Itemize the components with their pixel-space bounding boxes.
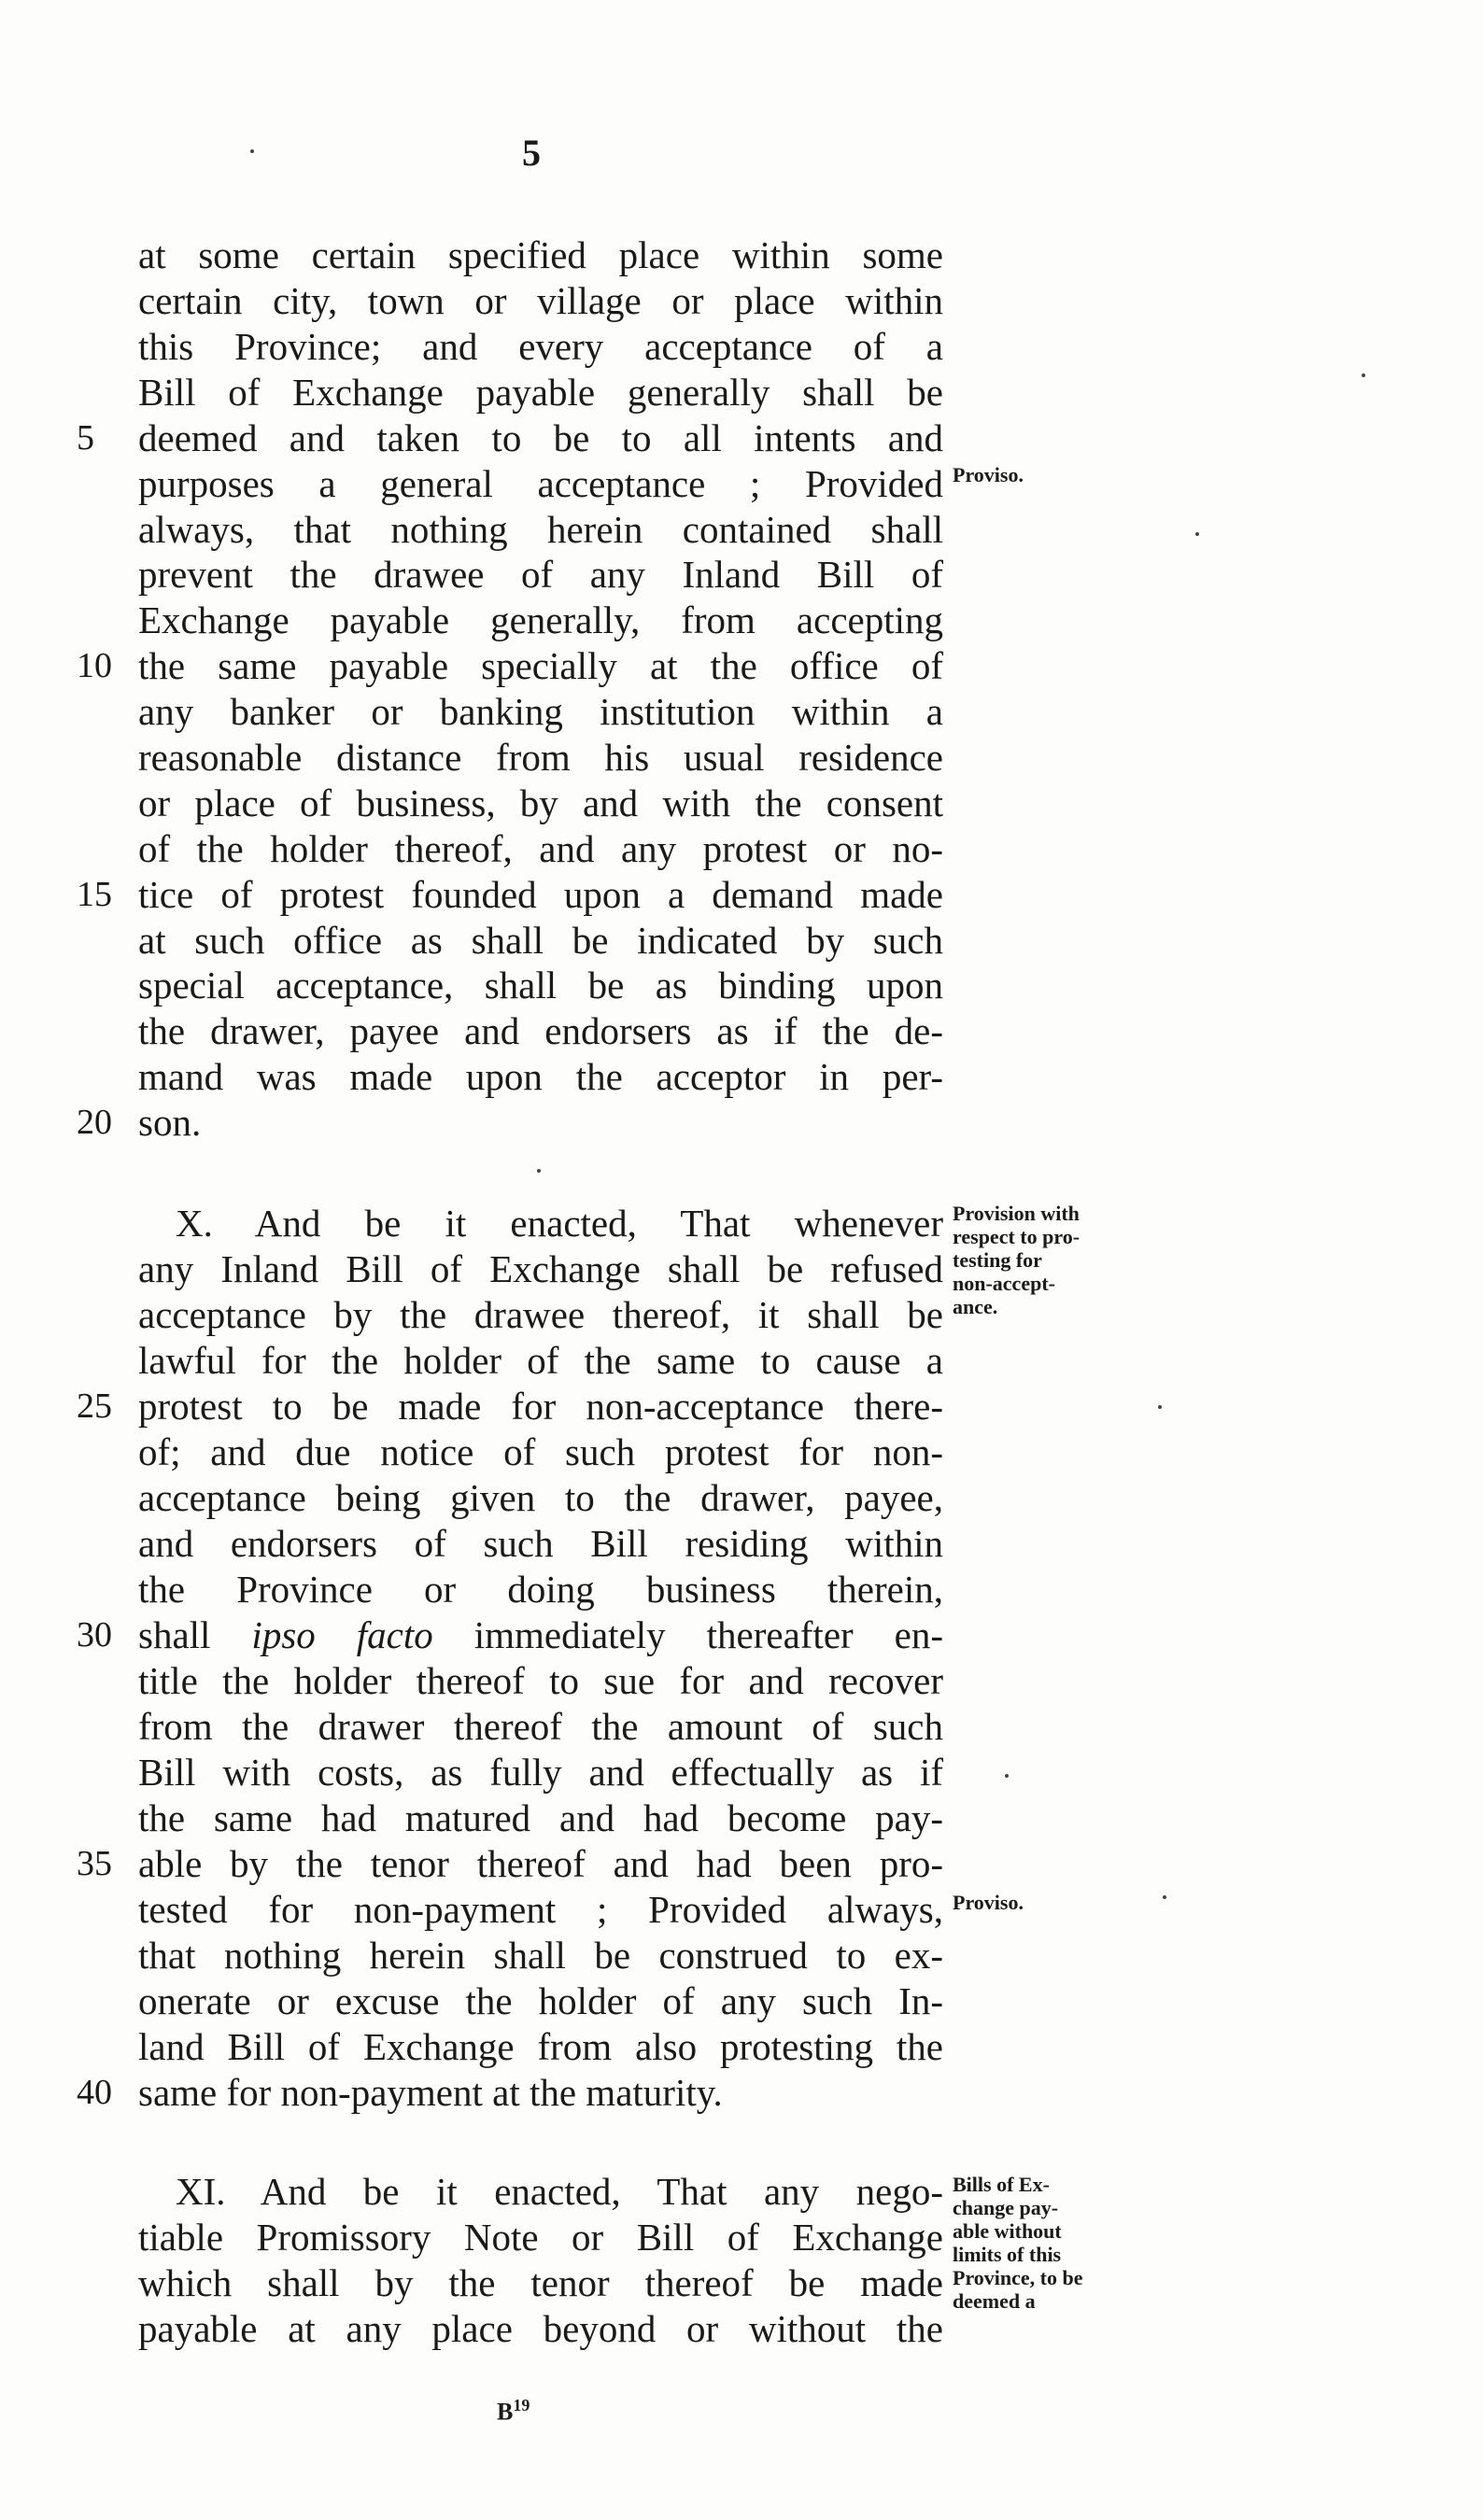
text-line: acceptance by the drawee thereof, it shall be — [138, 1293, 943, 1336]
text-line: acceptance being given to the drawer, payee, — [138, 1476, 943, 1519]
print-speck — [537, 1169, 541, 1173]
text-line: onerate or excuse the holder of any such In- — [138, 1979, 943, 2022]
text-line: certain city, town or village or place within — [138, 279, 943, 322]
text-line: lawful for the holder of the same to cause a — [138, 1339, 943, 1382]
text-line: prevent the drawee of any Inland Bill of — [138, 553, 943, 596]
line-number: 10 — [77, 646, 112, 685]
text-line: from the drawer thereof the amount of such — [138, 1705, 943, 1748]
text-line: any banker or banking institution within a — [138, 690, 943, 733]
text-line: purposes a general acceptance ; Provided — [138, 462, 943, 505]
text-line: able by the tenor thereof and had been pro- — [138, 1842, 943, 1885]
text-line: the same had matured and had become pay- — [138, 1796, 943, 1839]
signature-superscript: 19 — [513, 2396, 530, 2414]
text-line: tested for non-payment ; Provided always, — [138, 1888, 943, 1931]
text-line: X. And be it enacted, That whenever — [176, 1202, 943, 1245]
text-line: land Bill of Exchange from also protesting the — [138, 2025, 943, 2068]
margin-note: Proviso. — [953, 463, 1024, 486]
text-line: and endorsers of such Bill residing within — [138, 1522, 943, 1565]
margin-note: Bills of Ex- change pay- able without limits of this Province, to be deemed a — [953, 2173, 1083, 2313]
text-line: title the holder thereof to sue for and recover — [138, 1659, 943, 1702]
print-speck — [1005, 1774, 1009, 1778]
text-line: the drawer, payee and endorsers as if the de- — [138, 1009, 943, 1052]
text-line: this Province; and every acceptance of a — [138, 325, 943, 368]
print-speck — [250, 149, 254, 153]
text-line: which shall by the tenor thereof be made — [138, 2261, 943, 2304]
text-line: payable at any place beyond or without the — [138, 2307, 943, 2350]
print-speck — [1362, 373, 1365, 377]
text-line: always, that nothing herein contained shall — [138, 508, 943, 551]
line-number: 25 — [77, 1387, 112, 1426]
text-line: at some certain specified place within some — [138, 233, 943, 276]
text-line: the same payable specially at the office of — [138, 644, 943, 687]
print-speck — [1158, 1405, 1162, 1409]
text-line: deemed and taken to be to all intents and — [138, 416, 943, 459]
line-number: 5 — [77, 418, 94, 458]
text-line: protest to be made for non-acceptance there- — [138, 1385, 943, 1428]
signature-mark: $B^{19}$ — [497, 2396, 530, 2426]
text-line: special acceptance, shall be as binding upon — [138, 964, 943, 1007]
text-line: at such office as shall be indicated by such — [138, 919, 943, 962]
text-line: tice of protest founded upon a demand made — [138, 873, 943, 916]
text-line: son. — [138, 1101, 202, 1144]
text-line: Bill with costs, as fully and effectually as if — [138, 1751, 943, 1794]
page-number: 5 — [522, 132, 541, 174]
print-speck — [1163, 1895, 1166, 1899]
latin-phrase: ipso facto — [251, 1613, 433, 1656]
text-line: Exchange payable generally, from accepting — [138, 598, 943, 641]
text-line: XI. And be it enacted, That any nego- — [176, 2170, 943, 2213]
text-line: mand was made upon the acceptor in per- — [138, 1055, 943, 1098]
text-line: shall ipso facto immediately thereafter en- — [138, 1613, 944, 1656]
text-line: Bill of Exchange payable generally shall be — [138, 371, 943, 414]
margin-note: Proviso. — [953, 1891, 1024, 1914]
margin-note: Provision with respect to pro- testing for non-accept- ance. — [953, 1202, 1080, 1318]
line-number: 20 — [77, 1103, 112, 1142]
text-line: or place of business, by and with the consent — [138, 781, 943, 824]
line-number: 15 — [77, 875, 112, 914]
text-line: same for non-payment at the maturity. — [138, 2071, 723, 2114]
text-line: tiable Promissory Note or Bill of Exchange — [138, 2216, 943, 2259]
text-line: the Province or doing business therein, — [138, 1568, 943, 1611]
text-line: of the holder thereof, and any protest or no- — [138, 827, 943, 870]
line-number: 35 — [77, 1844, 112, 1883]
line-number: 40 — [77, 2073, 112, 2112]
text-line: of; and due notice of such protest for non- — [138, 1430, 943, 1473]
text-line: reasonable distance from his usual residence — [138, 736, 943, 779]
line-number: 30 — [77, 1615, 112, 1654]
print-speck — [1195, 532, 1199, 536]
text-line: that nothing herein shall be construed to ex- — [138, 1934, 943, 1977]
text-line: any Inland Bill of Exchange shall be refused — [138, 1247, 943, 1290]
